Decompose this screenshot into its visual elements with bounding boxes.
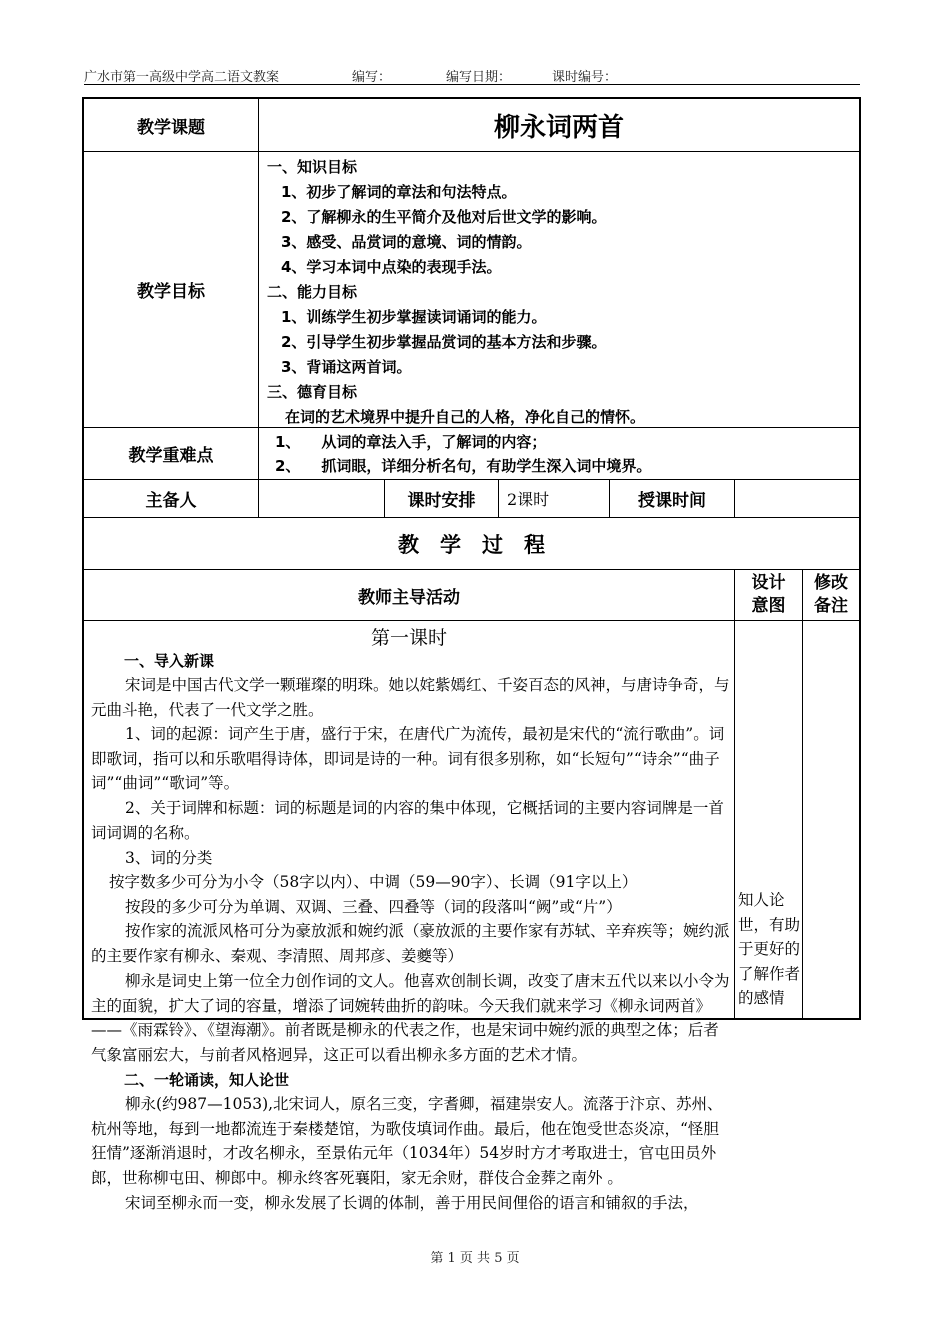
preparer-label: 主备人	[145, 491, 197, 511]
lesson-session-title: 第一课时	[370, 627, 447, 649]
teacher-activity-header: 教师主导活动	[358, 587, 460, 608]
paragraph: 按作家的流派风格可分为豪放派和婉约派（豪放派的主要作家有苏轼、辛弃疾等；婉约派的主要作家有柳永、秦观、李清照、周邦彦、姜夔等）	[91, 922, 730, 965]
paragraph: 宋词是中国古代文学一颗璀璨的明珠。她以姹紫嫣红、千姿百态的风神，与唐诗争奇，与元曲斗艳，代表了一代文学之胜。	[91, 676, 730, 719]
goal-item: 1、训练学生初步掌握读词诵词的能力。	[281, 308, 547, 326]
goal-heading: 三、德育目标	[267, 383, 358, 401]
process-heading: 教 学 过 程	[398, 532, 545, 557]
key-point: 1、 从词的章法入手，了解词的内容；	[275, 433, 547, 451]
paragraph: 1、词的起源：词产生于唐，盛行于宋，在唐代广为流传，最初是宋代的“流行歌曲”。词即歌词，指可以和乐歌唱得诗体，即词是诗的一种。词有很多别称，如“长短句”“诗余”“曲子词”“曲词”“歌词”等。	[91, 725, 725, 793]
topic-label: 教学课题	[137, 117, 205, 138]
goal-heading: 二、能力目标	[267, 283, 358, 301]
goal-item: 3、感受、品赏词的意境、词的情韵。	[281, 233, 532, 251]
hours-value: 2课时	[507, 490, 550, 509]
paragraph: 3、词的分类	[125, 849, 213, 867]
paragraph: 柳永(约987—1053),北宋词人，原名三变，字耆卿，福建崇安人。流落于汴京、苏州、杭州等地，每到一地都流连于秦楼楚馆，为歌伎填词作曲。最后，他在饱受世态炎凉，“怪胆狂情”逐渐消退时，才改名柳永，至景佑元年（1034年）54岁时方才考取进士，官屯田员外郎，世称柳屯田、柳郎中。柳永终客死襄阳，家无余财，群伎合金葬之南外 。	[91, 1095, 723, 1187]
goal-heading: 一、知识目标	[267, 158, 358, 176]
page-footer: 第 1 页 共 5 页	[430, 1251, 520, 1266]
key-points	[259, 428, 859, 479]
paragraph: 宋词至柳永而一变，柳永发展了长调的体制，善于用民间俚俗的语言和铺叙的手法，	[125, 1194, 699, 1212]
goal-item: 3、背诵这两首词。	[281, 358, 412, 376]
paragraph: 按字数多少可分为小令（58字以内）、中调（59—90字）、长调（91字以上）	[109, 873, 638, 891]
design-intent-note: 知人论世，有助于更好的了解作者的感情	[738, 891, 801, 1008]
goals-label: 教学目标	[137, 282, 205, 302]
lesson-plan-table	[82, 97, 861, 1212]
section-heading: 二、一轮诵读，知人论世	[124, 1071, 290, 1089]
paragraph: 按段的多少可分为单调、双调、三叠、四叠等（词的段落叫“阙”或“片”）	[125, 898, 622, 916]
section-heading: 一、导入新课	[124, 652, 215, 670]
goal-item: 2、引导学生初步掌握品赏词的基本方法和步骤。	[281, 333, 607, 351]
teaching-goals	[259, 152, 859, 427]
goal-item: 1、初步了解词的章法和句法特点。	[281, 183, 517, 201]
goal-item: 4、学习本词中点染的表现手法。	[281, 258, 502, 276]
hours-label: 课时安排	[407, 491, 476, 511]
author-label: 编写：	[352, 70, 392, 85]
class-time-value	[735, 480, 859, 517]
paragraph: 柳永是词史上第一位全力创作词的文人。他喜欢创制长调，改变了唐末五代以来以小令为主的面貌，扩大了词的容量，增添了词婉转曲折的韵味。今天我们就来学习《柳永词两首》——《雨霖铃》、《望海潮》。前者既是柳永的代表之作，也是宋词中婉约派的典型之体；后者气象富丽宏大，与前者风格迥异，这正可以看出柳永多方面的艺术才情。	[91, 972, 730, 1064]
page-header	[84, 62, 860, 85]
goal-item: 2、了解柳永的生平简介及他对后世文学的影响。	[281, 208, 607, 226]
lesson-topic-title: 柳永词两首	[493, 112, 624, 143]
key-point: 2、 抓词眼，详细分析名句，有助学生深入词中境界。	[275, 457, 652, 475]
revision-notes-header: 修改备注	[814, 573, 848, 616]
teacher-activity-content	[84, 621, 734, 1212]
school-name: 广水市第一高级中学高二语文教案	[84, 70, 280, 85]
goal-item: 在词的艺术境界中提升自己的人格，净化自己的情怀。	[285, 408, 646, 426]
paragraph: 2、关于词牌和标题：词的标题是词的内容的集中体现，它概括词的主要内容词牌是一首词词调的名称。	[91, 799, 724, 842]
lesson-number-label: 课时编号：	[552, 70, 618, 85]
class-time-label: 授课时间	[638, 491, 706, 511]
preparer-value	[259, 480, 384, 517]
date-label: 编写日期：	[446, 70, 512, 85]
design-intent-header: 设计意图	[751, 573, 786, 616]
revision-notes-cell	[803, 621, 859, 1018]
key-points-label: 教学重难点	[128, 446, 214, 466]
